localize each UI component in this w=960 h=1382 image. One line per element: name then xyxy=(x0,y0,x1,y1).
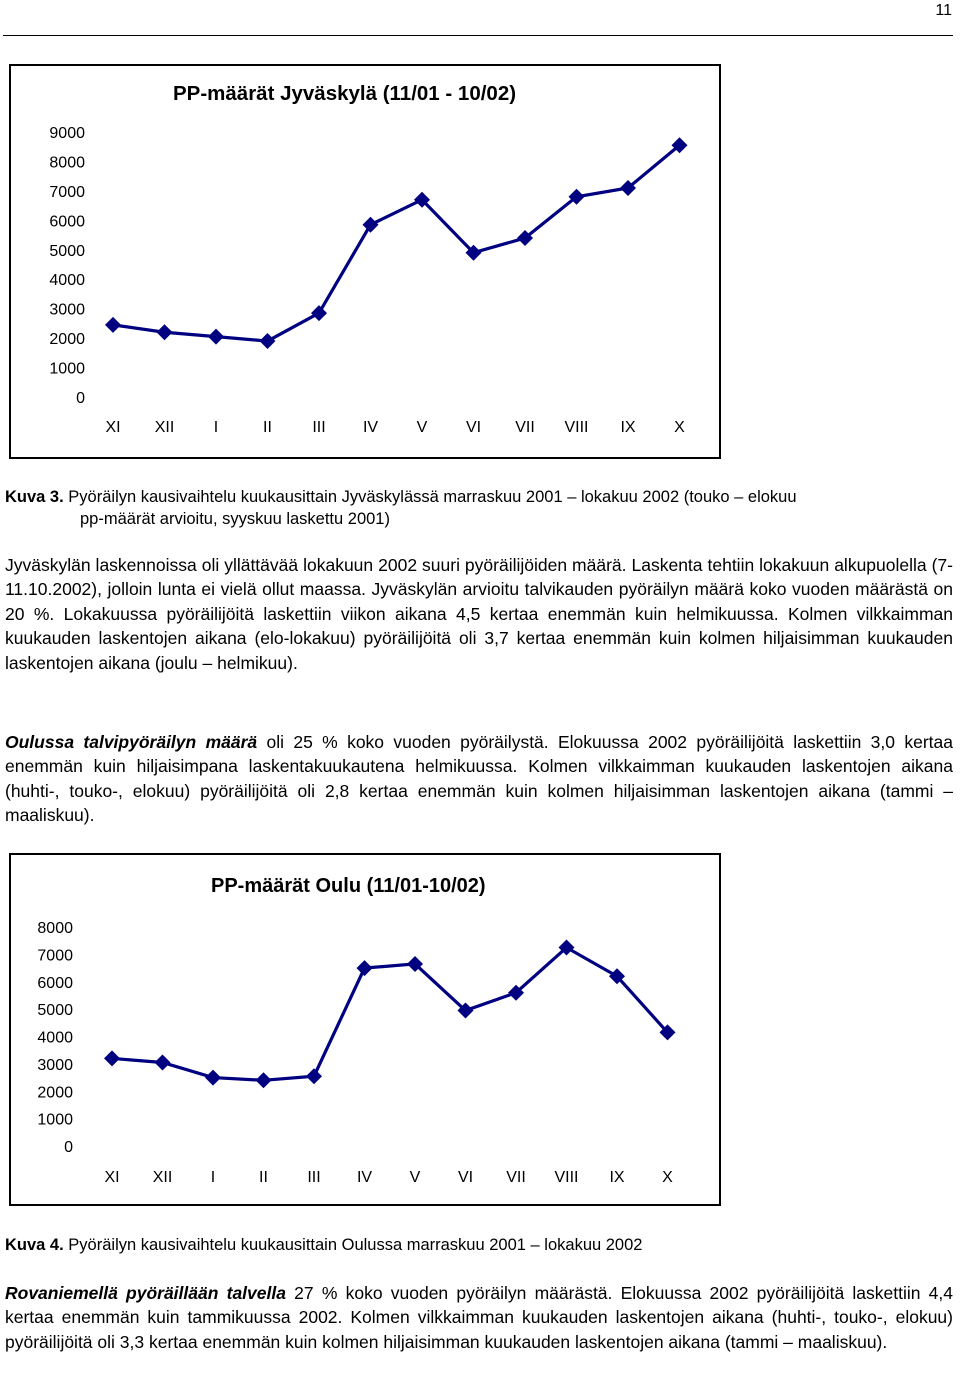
y-tick-label: 6000 xyxy=(37,974,73,992)
x-tick-label: VI xyxy=(457,1169,474,1186)
line-chart-plot xyxy=(11,66,723,461)
chart-jyvaskyla xyxy=(9,64,721,459)
y-tick-label: 4000 xyxy=(37,1029,73,1047)
y-tick-label: 7000 xyxy=(49,183,85,201)
paragraph-body: oli 25 % koko vuoden pyöräilystä. Elokuussa 2002 pyöräilijöitä laskettiin 3,0 kertaa enemmän kuin hiljaisimpana laskentakuukautena helmikuussa. Kolmen vilkkaimman kuukauden laskentojen aikana (huhti-, touko-, elokuu) pyöräilijöitä oli 2,8 kertaa enemmän kuin kolmen hiljaisimman laskentojen aikana (tammi – maaliskuu). xyxy=(5,732,953,826)
caption-label: Kuva 3. xyxy=(5,488,64,506)
chart-title: PP-määrät Jyväskylä (11/01 - 10/02) xyxy=(173,82,517,105)
data-point-marker xyxy=(208,329,224,345)
data-point-marker xyxy=(260,333,276,349)
data-point-marker xyxy=(105,317,121,333)
page-number: 11 xyxy=(935,2,952,19)
x-tick-label: I xyxy=(210,1169,216,1186)
y-tick-label: 3000 xyxy=(49,301,85,319)
y-tick-label: 2000 xyxy=(37,1084,73,1102)
y-tick-label: 5000 xyxy=(49,242,85,260)
line-chart-plot xyxy=(11,855,723,1208)
caption-text: Pyöräilyn kausivaihtelu kuukausittain Oulussa marraskuu 2001 – lokakuu 2002 xyxy=(68,1236,643,1254)
paragraph-lead: Rovaniemellä pyöräillään talvella xyxy=(5,1283,286,1303)
y-tick-label: 0 xyxy=(76,390,85,407)
y-tick-label: 8000 xyxy=(49,154,85,172)
caption-text: Pyöräilyn kausivaihtelu kuukausittain Jyväskylässä marraskuu 2001 – lokakuu 2002 (touko – elokuu xyxy=(68,488,797,506)
y-tick-label: 3000 xyxy=(37,1056,73,1074)
x-tick-label: XII xyxy=(152,1169,173,1186)
data-point-marker xyxy=(205,1070,221,1086)
y-tick-label: 5000 xyxy=(37,1002,73,1020)
figure-caption-kuva3 xyxy=(5,486,953,530)
data-point-marker xyxy=(104,1050,120,1066)
x-tick-label: VIII xyxy=(554,1169,579,1186)
y-tick-label: 1000 xyxy=(49,360,85,378)
x-tick-label: X xyxy=(674,419,685,436)
header-rule xyxy=(3,35,953,36)
data-point-marker xyxy=(157,324,173,340)
series-line xyxy=(113,145,680,341)
x-tick-label: II xyxy=(259,1169,268,1186)
y-tick-label: 6000 xyxy=(49,213,85,231)
y-tick-label: 8000 xyxy=(37,920,73,937)
y-tick-label: 2000 xyxy=(49,331,85,349)
x-tick-label: IV xyxy=(362,419,379,436)
data-point-marker xyxy=(363,217,379,233)
x-tick-label: I xyxy=(213,419,219,436)
y-tick-label: 7000 xyxy=(37,947,73,965)
x-tick-label: VII xyxy=(506,1169,526,1186)
y-tick-label: 0 xyxy=(64,1139,73,1156)
caption-label: Kuva 4. xyxy=(5,1236,64,1254)
x-tick-label: VI xyxy=(465,419,482,436)
x-tick-label: X xyxy=(662,1169,673,1186)
x-tick-label: VIII xyxy=(564,419,589,436)
paragraph-body: 27 % koko vuoden pyöräilyn määrästä. Elokuussa 2002 pyöräilijöitä laskettiin 4,4 kertaa enemmän kuin tammikuussa 2002. Kolmen vilkkaimman kuukauden laskentojen aikana (huhti-, touko-, elokuu) pyöräilijöitä oli 3,3 kertaa enemmän kuin kolmen hiljaisimman kuukauden laskentojen aikana (tammi – maaliskuu). xyxy=(5,1283,954,1352)
x-tick-label: VII xyxy=(515,419,535,436)
x-tick-label: V xyxy=(409,1169,421,1186)
series-line xyxy=(112,948,668,1081)
x-tick-label: V xyxy=(416,419,428,436)
y-tick-label: 9000 xyxy=(49,125,85,142)
figure-caption-kuva4 xyxy=(5,1234,953,1256)
paragraph-jyvaskyla: Jyväskylän laskennoissa oli yllättävää lokakuun 2002 suuri pyöräilijöiden määrä. Laskenta tehtiin lokakuun alkupuolella (7-11.10.2002), jolloin lunta ei vielä ollut maassa. Jyväskylän arvioitu talvikauden pyöräilyn määrä koko vuoden määrästä on 20 %. Lokakuussa pyöräilijöitä laskettiin viikon aikana 4,5 kertaa enemmän kuin helmikuussa. Kolmen vilkkaimman kuukauden laskentojen aikana (elo-lokakuu) pyöräilijöitä oli 3,7 kertaa enemmän kuin kolmen hiljaisimman kuukauden laskentojen aikana (joulu – helmikuu). xyxy=(5,555,953,673)
data-point-marker xyxy=(306,1068,322,1084)
x-tick-label: XI xyxy=(104,1169,120,1186)
x-tick-label: III xyxy=(307,1169,321,1186)
paragraph-lead: Oulussa talvipyöräilyn määrä xyxy=(5,732,258,752)
caption-text-line2: pp-määrät arvioitu, syyskuu laskettu 2001) xyxy=(80,510,390,528)
x-tick-label: XI xyxy=(105,419,121,436)
x-tick-label: II xyxy=(263,419,272,436)
x-tick-label: IX xyxy=(620,419,636,436)
chart-oulu xyxy=(9,853,721,1206)
paragraph-rovaniemi xyxy=(5,1281,953,1354)
data-point-marker xyxy=(357,960,373,976)
x-tick-label: IX xyxy=(609,1169,625,1186)
y-tick-label: 1000 xyxy=(37,1111,73,1129)
paragraph-oulu xyxy=(5,730,953,828)
x-tick-label: IV xyxy=(356,1169,373,1186)
chart-title: PP-määrät Oulu (11/01-10/02) xyxy=(211,875,486,897)
data-point-marker xyxy=(311,305,327,321)
x-tick-label: III xyxy=(312,419,326,436)
y-tick-label: 4000 xyxy=(49,272,85,290)
data-point-marker xyxy=(256,1072,272,1088)
data-point-marker xyxy=(155,1055,171,1071)
x-tick-label: XII xyxy=(154,419,175,436)
